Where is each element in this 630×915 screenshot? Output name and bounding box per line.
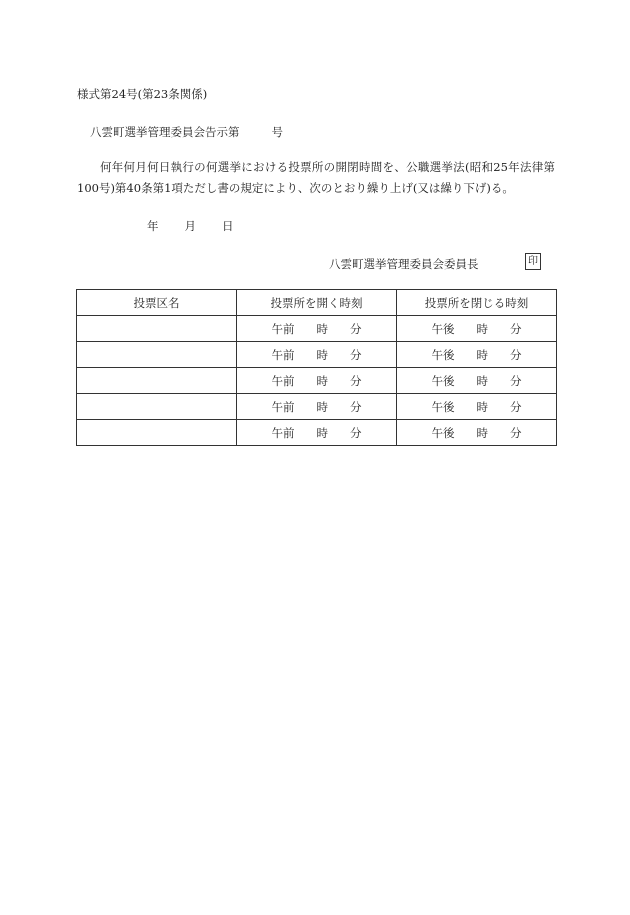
notice-number-line	[90, 124, 283, 140]
time-template	[272, 373, 362, 389]
close-time-cell	[397, 394, 557, 420]
ampm-label: 午後	[431, 373, 455, 388]
district-name-cell	[77, 368, 237, 394]
date-year: 年	[147, 219, 159, 233]
close-time-cell	[397, 368, 557, 394]
hour-label: 時	[476, 373, 488, 388]
time-template	[272, 347, 362, 363]
time-template	[272, 399, 362, 415]
minute-label: 分	[510, 399, 522, 414]
district-name-cell	[77, 316, 237, 342]
hour-label: 時	[316, 373, 328, 388]
header-district-name: 投票区名	[77, 290, 237, 316]
ampm-label: 午後	[431, 347, 455, 362]
polling-hours-table	[76, 289, 557, 446]
close-time-cell	[397, 420, 557, 446]
minute-label: 分	[350, 373, 362, 388]
table-row	[77, 368, 557, 394]
time-template	[272, 425, 362, 441]
ampm-label: 午後	[431, 321, 455, 336]
hour-label: 時	[476, 425, 488, 440]
time-template	[272, 321, 362, 337]
notice-body-text: 何年何月何日執行の何選挙における投票所の開閉時間を、公職選挙法(昭和25年法律第100号)第40条第1項ただし書の規定により、次のとおり繰り上げ(又は繰り下げ)る。	[77, 160, 555, 195]
district-name-cell	[77, 394, 237, 420]
minute-label: 分	[510, 373, 522, 388]
hour-label: 時	[316, 399, 328, 414]
district-name-cell	[77, 342, 237, 368]
minute-label: 分	[510, 321, 522, 336]
minute-label: 分	[350, 399, 362, 414]
table-row	[77, 342, 557, 368]
ampm-label: 午後	[431, 399, 455, 414]
minute-label: 分	[350, 347, 362, 362]
date-day: 日	[222, 219, 234, 233]
open-time-cell	[237, 394, 397, 420]
minute-label: 分	[350, 321, 362, 336]
table-row	[77, 420, 557, 446]
header-open-time: 投票所を開く時刻	[237, 290, 397, 316]
hour-label: 時	[316, 347, 328, 362]
time-template	[432, 321, 522, 337]
ampm-label: 午後	[431, 425, 455, 440]
header-close-time: 投票所を閉じる時刻	[397, 290, 557, 316]
time-template	[432, 425, 522, 441]
hour-label: 時	[316, 425, 328, 440]
table-header-row	[77, 290, 557, 316]
ampm-label: 午前	[271, 425, 295, 440]
table-row	[77, 316, 557, 342]
chair-title: 八雲町選挙管理委員会委員長	[329, 257, 479, 271]
close-time-cell	[397, 316, 557, 342]
date-line	[147, 218, 234, 234]
minute-label: 分	[350, 425, 362, 440]
minute-label: 分	[510, 347, 522, 362]
open-time-cell	[237, 316, 397, 342]
time-template	[432, 373, 522, 389]
ampm-label: 午前	[271, 321, 295, 336]
hour-label: 時	[476, 347, 488, 362]
seal-stamp-box: 印	[525, 253, 541, 270]
minute-label: 分	[510, 425, 522, 440]
table-row	[77, 394, 557, 420]
open-time-cell	[237, 368, 397, 394]
open-time-cell	[237, 420, 397, 446]
hour-label: 時	[476, 399, 488, 414]
ampm-label: 午前	[271, 399, 295, 414]
hour-label: 時	[316, 321, 328, 336]
date-month: 月	[184, 219, 196, 233]
time-template	[432, 399, 522, 415]
ampm-label: 午前	[271, 347, 295, 362]
close-time-cell	[397, 342, 557, 368]
time-template	[432, 347, 522, 363]
form-number: 様式第24号(第23条関係)	[77, 87, 208, 101]
district-name-cell	[77, 420, 237, 446]
open-time-cell	[237, 342, 397, 368]
notice-prefix: 八雲町選挙管理委員会告示第	[90, 125, 240, 139]
hour-label: 時	[476, 321, 488, 336]
ampm-label: 午前	[271, 373, 295, 388]
notice-suffix: 号	[271, 125, 283, 139]
